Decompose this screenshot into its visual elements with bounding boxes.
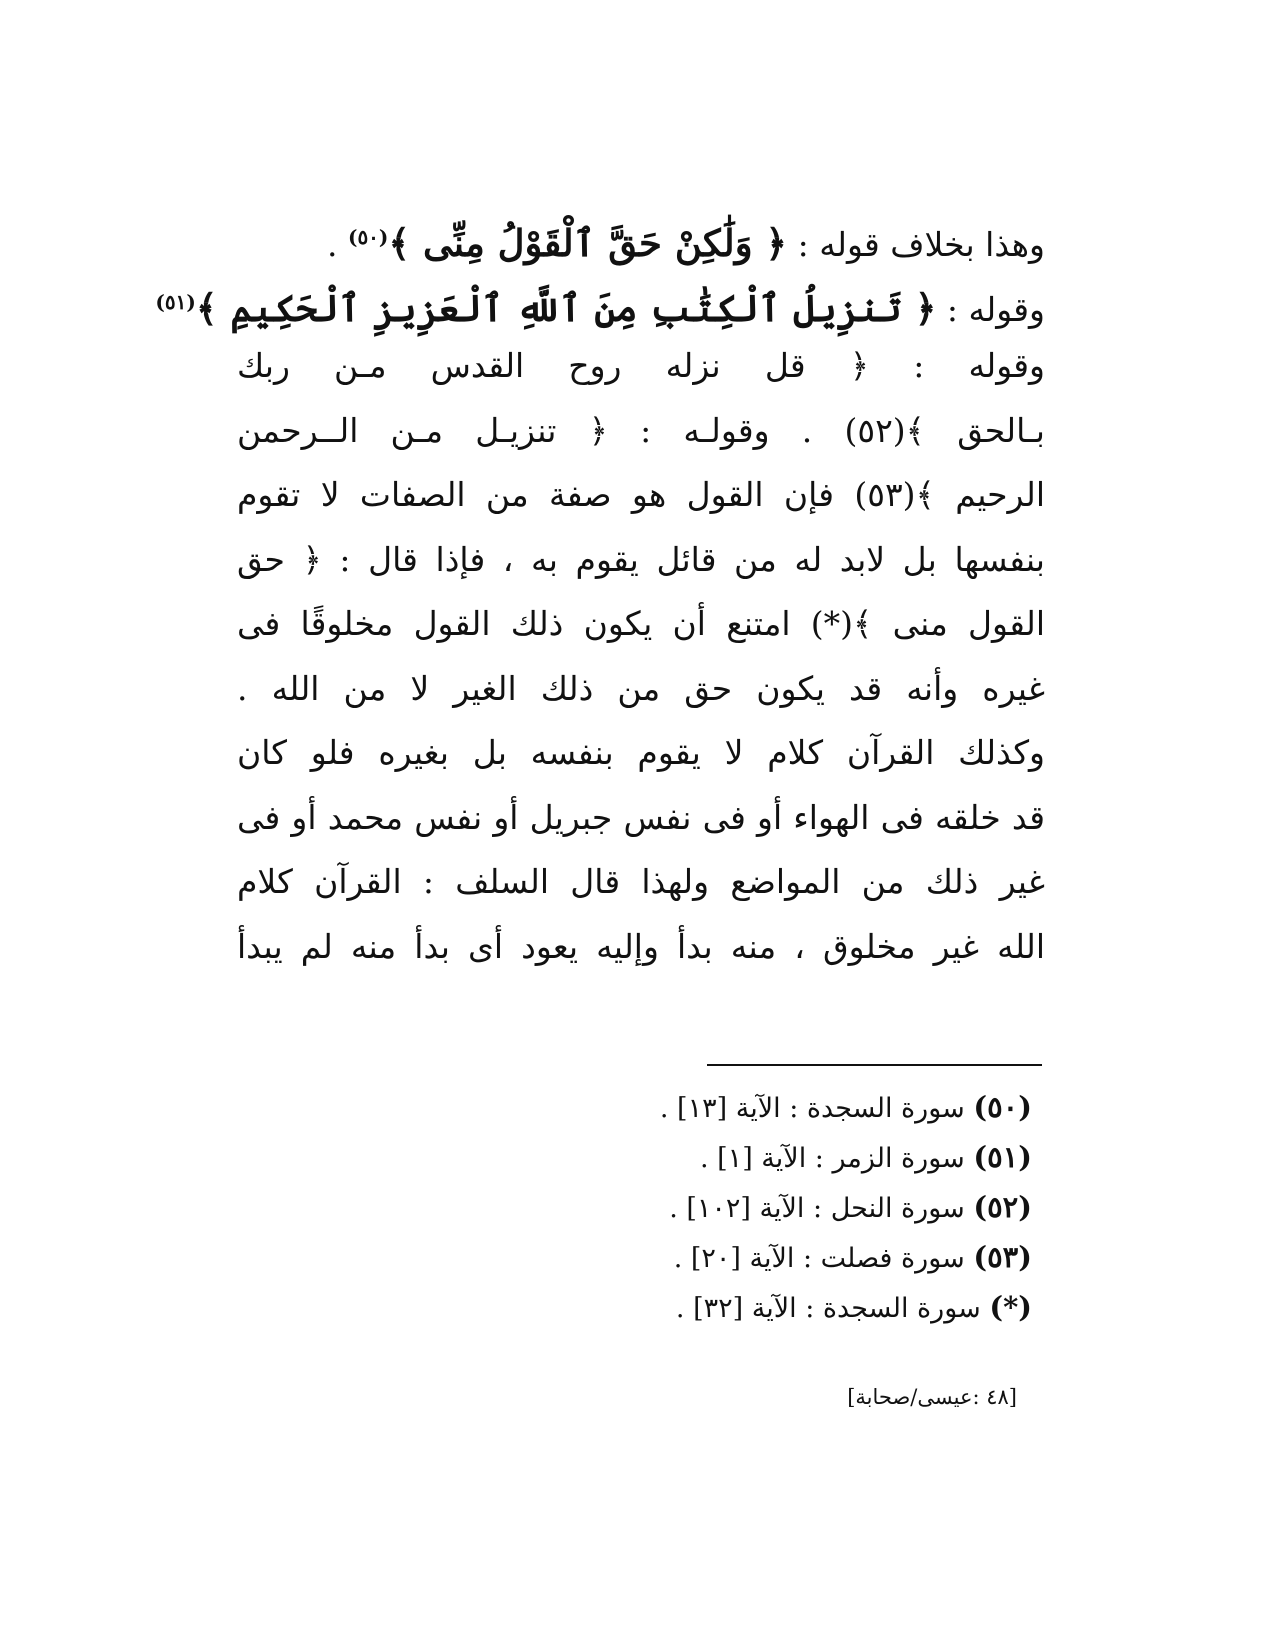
footnote-number: (*) [989,1290,1032,1324]
main-text [155,205,1045,979]
line-1-end: . [326,225,348,264]
footnote-number: (٥١) [973,1140,1032,1174]
quran-verse-2: ﴿ تَنزِيلُ ٱلْكِتَٰبِ مِنَ ٱللَّهِ ٱلْعَزِيزِ ٱلْحَكِيمِ ﴾ [195,285,937,330]
text-line-3: وقوله : ﴿ قل نزله روح القدس مـن ربك [237,346,1045,385]
footnote-text: سورة الزمر : الآية [١] . [699,1143,974,1174]
page-marker: [٤٨ :عيسى/صحابة] [847,1385,1017,1409]
footnote-53 [472,1232,1032,1282]
footnote-number: (٥٣) [973,1240,1032,1274]
footnote-number: (٥٢) [973,1190,1032,1224]
footnote-number: (٥٠) [973,1090,1032,1124]
text-line-9: وكذلك القرآن كلام لا يقوم بنفسه بل بغيره فلو كان [237,733,1045,772]
text-line-12: الله غير مخلوق ، منه بدأ وإليه يعود أى بدأ منه لم يبدأ [237,926,1045,966]
footnotes [472,1082,1032,1332]
text-line-1 [237,205,1045,270]
footnote-52 [472,1182,1032,1232]
line-2-intro: وقوله : [936,289,1045,329]
text-line-11: غير ذلك من المواضع ولهذا قال السلف : القرآن كلام [237,862,1045,901]
text-line-6: بنفسها بل لابد له من قائل يقوم به ، فإذا قال : ﴿ حق [237,539,1045,579]
footnote-50 [472,1082,1032,1132]
verse-ref-51: (٥١) [155,289,196,314]
footnote-star [472,1282,1032,1332]
footnote-separator [707,1064,1042,1066]
line-1-intro: وهذا بخلاف قوله : [787,225,1045,264]
text-line-10: قد خلقه فى الهواء أو فى نفس جبريل أو نفس محمد أو فى [237,797,1045,837]
verse-ref-50: (٥٠) [347,225,389,249]
text-line-5: الرحيم ﴾(٥٣) فإن القول هو صفة من الصفات لا تقوم [237,475,1045,514]
text-line-7: القول منى ﴾(*) امتنع أن يكون ذلك القول مخلوقًا فى [237,604,1045,643]
footnote-text: سورة النحل : الآية [١٠٢] . [669,1193,974,1224]
text-line-8: غيره وأنه قد يكون حق من ذلك الغير لا من الله . [237,668,1045,708]
text-line-4: بـالحق ﴾(٥٢) . وقولـه : ﴿ تنزيـل مـن الــرحمن [237,410,1045,450]
text-line-2 [155,270,1045,335]
footnote-text: سورة فصلت : الآية [٢٠] . [673,1243,974,1274]
footnote-51 [472,1132,1032,1182]
footnote-text: سورة السجدة : الآية [٣٢] . [675,1293,990,1324]
footnote-text: سورة السجدة : الآية [١٣] . [659,1093,974,1124]
quran-verse-1: ﴿ وَلَٰكِنْ حَقَّ ٱلْقَوْلُ مِنِّى ﴾ [388,221,788,265]
